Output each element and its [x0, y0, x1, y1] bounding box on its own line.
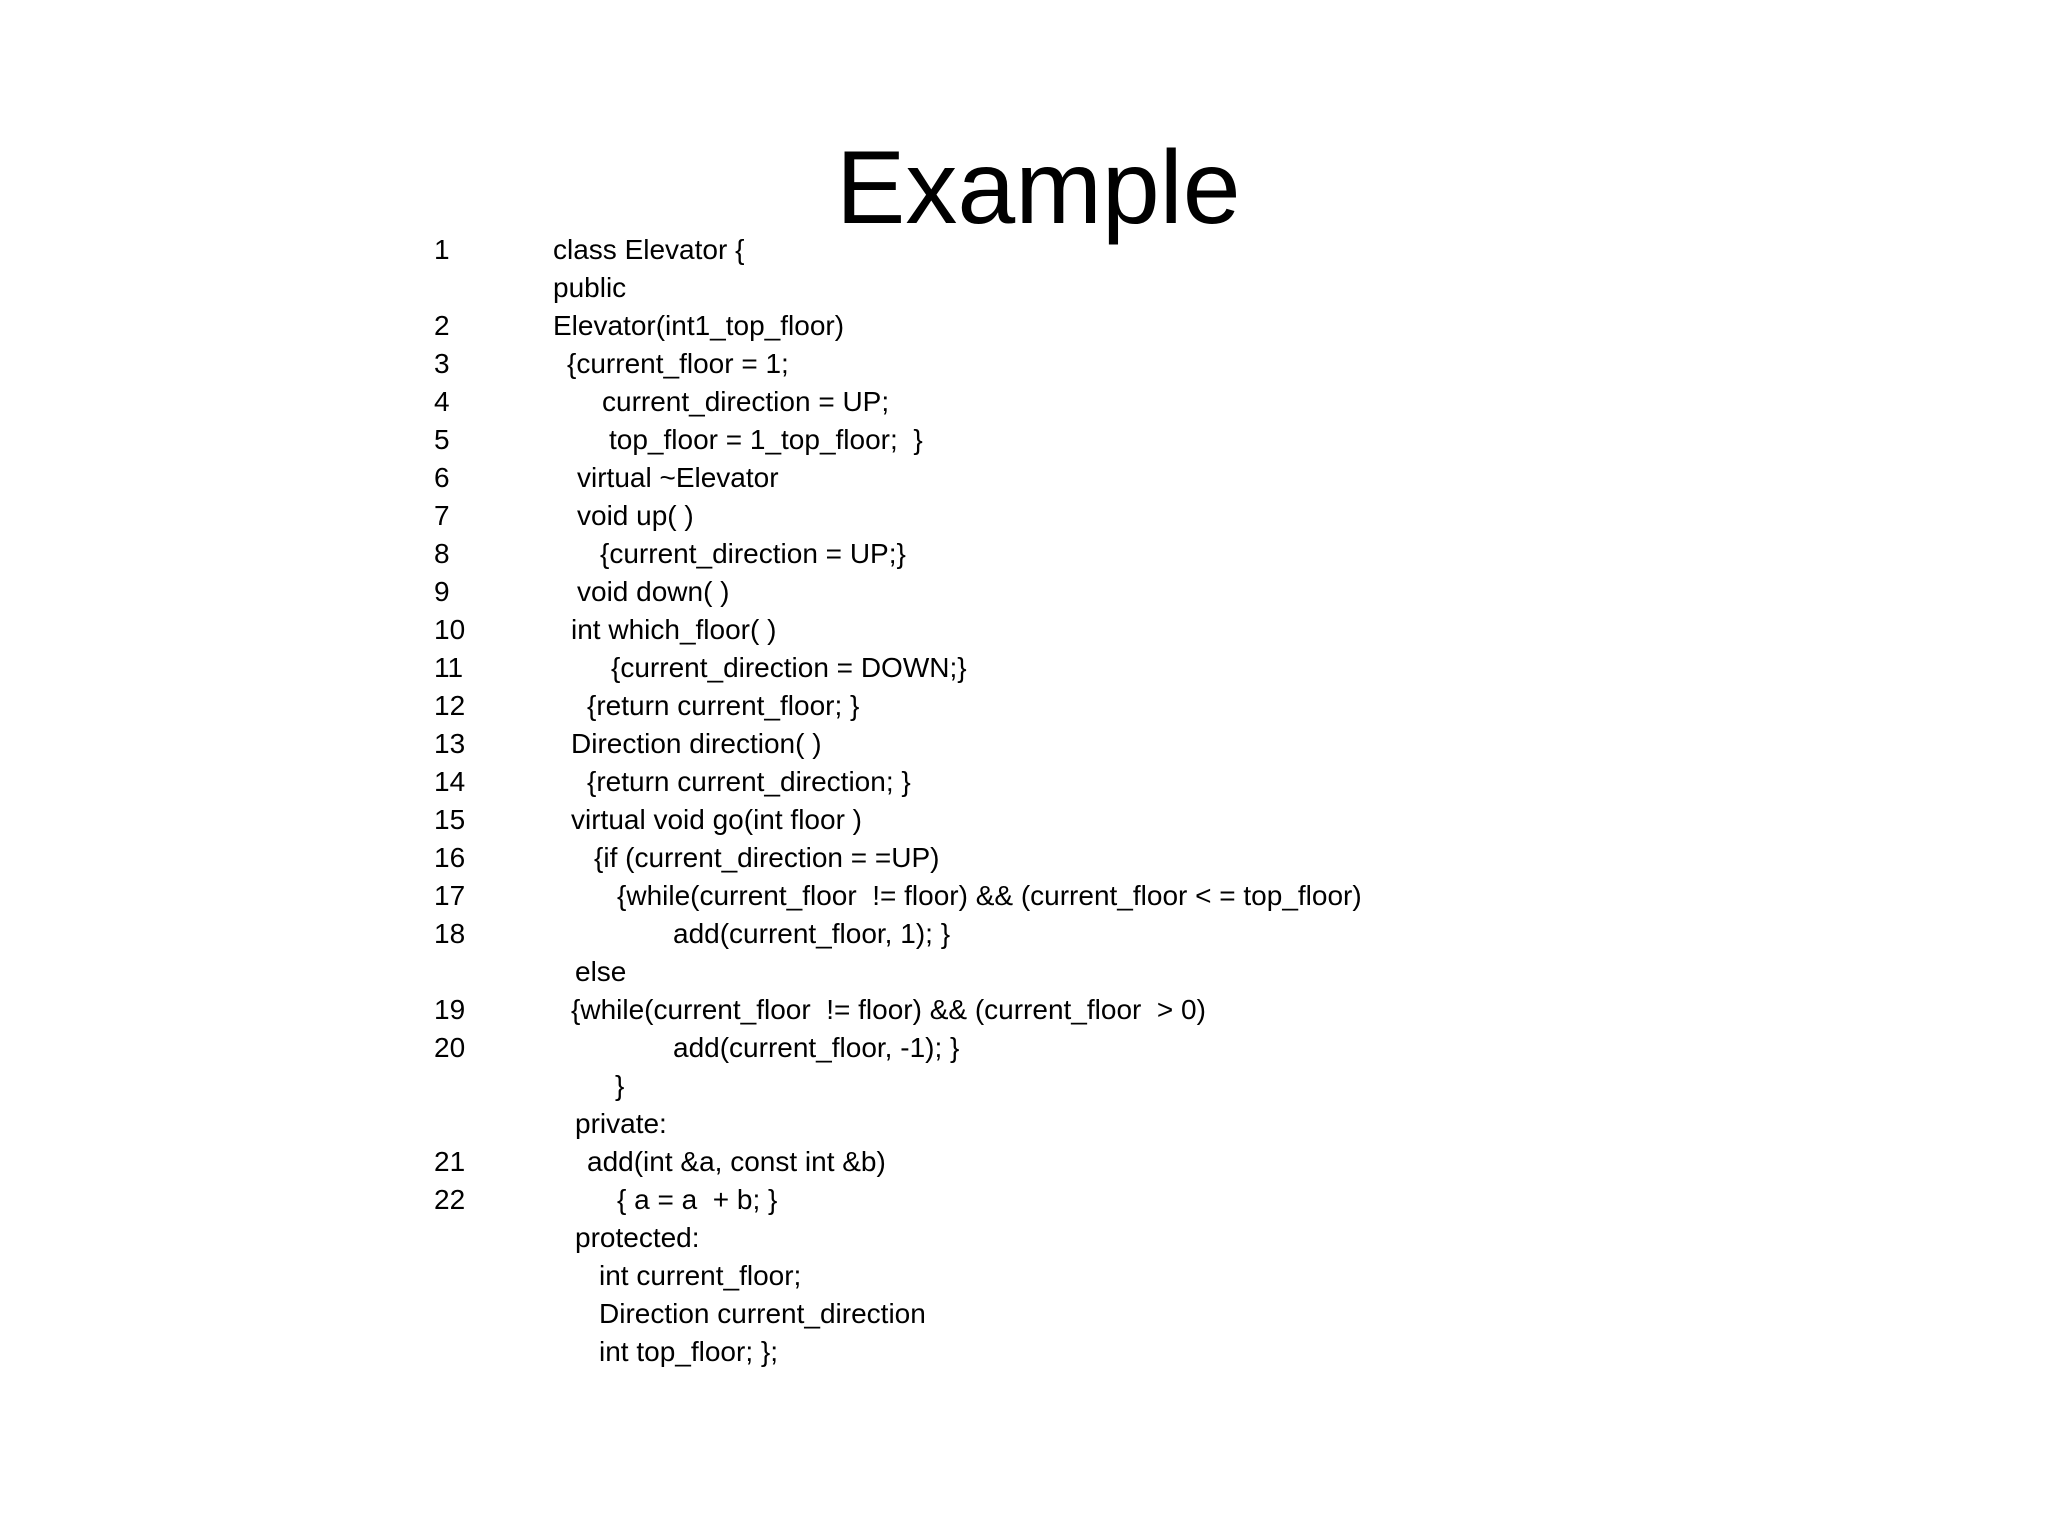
code-text: }	[615, 1070, 625, 1101]
line-number: 3	[434, 348, 450, 379]
code-text: public	[553, 272, 627, 303]
code-text: class Elevator {	[553, 234, 745, 265]
code-text: int which_floor( )	[571, 614, 777, 645]
code-line	[0, 915, 2048, 953]
code-line	[0, 535, 2048, 573]
line-number: 9	[434, 576, 450, 607]
code-line	[0, 953, 2048, 991]
code-text: virtual ~Elevator	[577, 462, 779, 493]
code-text: {return current_floor; }	[587, 690, 860, 721]
line-number: 4	[434, 386, 450, 417]
code-text: virtual void go(int floor )	[571, 804, 863, 835]
line-number: 14	[434, 766, 466, 797]
line-number: 21	[434, 1146, 466, 1177]
code-line	[0, 573, 2048, 611]
code-line	[0, 1219, 2048, 1257]
line-number: 13	[434, 728, 466, 759]
line-number: 5	[434, 424, 450, 455]
code-line	[0, 687, 2048, 725]
line-number: 22	[434, 1184, 466, 1215]
code-line	[0, 383, 2048, 421]
code-line	[0, 231, 2048, 269]
line-number: 2	[434, 310, 450, 341]
code-line	[0, 1257, 2048, 1295]
code-text: {current_direction = UP;}	[600, 538, 906, 569]
code-line	[0, 1181, 2048, 1219]
code-text: int top_floor; };	[599, 1336, 779, 1367]
code-text: int current_floor;	[599, 1260, 802, 1291]
code-line	[0, 877, 2048, 915]
line-number: 16	[434, 842, 466, 873]
code-line	[0, 991, 2048, 1029]
code-line	[0, 763, 2048, 801]
code-line	[0, 1295, 2048, 1333]
line-number: 10	[434, 614, 466, 645]
code-line	[0, 345, 2048, 383]
code-line	[0, 1333, 2048, 1371]
line-number: 19	[434, 994, 466, 1025]
code-line	[0, 269, 2048, 307]
code-text: Direction direction( )	[571, 728, 822, 759]
line-number: 1	[434, 234, 450, 265]
code-text: protected:	[575, 1222, 700, 1253]
line-number: 11	[434, 652, 464, 683]
code-line	[0, 421, 2048, 459]
code-line	[0, 839, 2048, 877]
code-text: {current_direction = DOWN;}	[611, 652, 967, 683]
line-number: 17	[434, 880, 466, 911]
code-text: current_direction = UP;	[602, 386, 890, 417]
code-text: {return current_direction; }	[587, 766, 911, 797]
code-text: private:	[575, 1108, 667, 1139]
code-line	[0, 1143, 2048, 1181]
code-line	[0, 1067, 2048, 1105]
code-line	[0, 649, 2048, 687]
line-number: 6	[434, 462, 450, 493]
line-number: 8	[434, 538, 450, 569]
code-line	[0, 801, 2048, 839]
code-text: { a = a + b; }	[617, 1184, 778, 1215]
line-number: 20	[434, 1032, 466, 1063]
code-line	[0, 459, 2048, 497]
code-text: {while(current_floor != floor) && (current_floor > 0)	[571, 994, 1206, 1025]
line-number: 7	[434, 500, 450, 531]
code-text: Direction current_direction	[599, 1298, 926, 1329]
code-text: add(current_floor, -1); }	[673, 1032, 960, 1063]
slide-title: Example	[836, 130, 1241, 246]
code-text: add(int &a, const int &b)	[587, 1146, 886, 1177]
code-text: void up( )	[577, 500, 694, 531]
code-text: top_floor = 1_top_floor; }	[609, 424, 923, 455]
code-line	[0, 725, 2048, 763]
code-text: {current_floor = 1;	[567, 348, 789, 379]
code-text: {while(current_floor != floor) && (current_floor < = top_floor)	[617, 880, 1362, 911]
code-line	[0, 497, 2048, 535]
line-number: 12	[434, 690, 466, 721]
line-number: 18	[434, 918, 466, 949]
code-text: void down( )	[577, 576, 730, 607]
code-line	[0, 611, 2048, 649]
code-line	[0, 307, 2048, 345]
code-text: {if (current_direction = =UP)	[594, 842, 940, 873]
code-line	[0, 1029, 2048, 1067]
code-text: else	[575, 956, 627, 987]
line-number: 15	[434, 804, 466, 835]
code-text: add(current_floor, 1); }	[673, 918, 951, 949]
code-line	[0, 1105, 2048, 1143]
code-text: Elevator(int1_top_floor)	[553, 310, 845, 341]
